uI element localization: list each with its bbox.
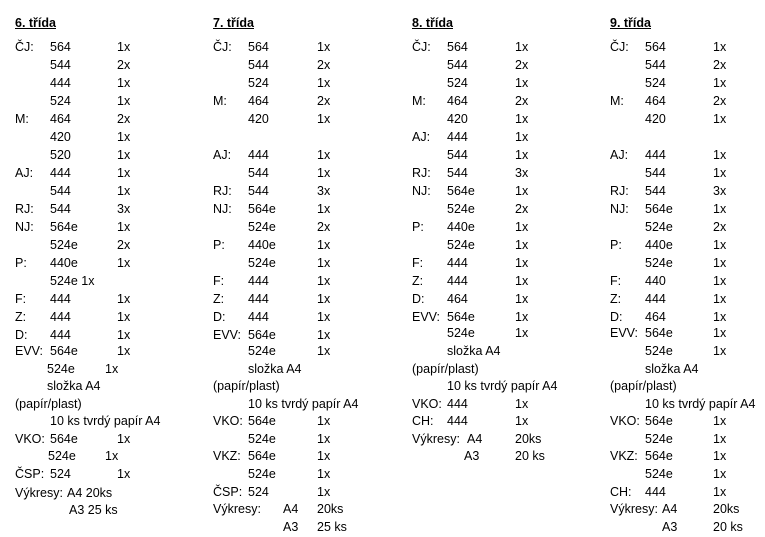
row-count: 1x — [117, 76, 131, 90]
row-count: 1x — [317, 344, 331, 358]
row-count: 3x — [515, 166, 529, 180]
row-value: 524e — [50, 238, 78, 252]
row-count: 1x — [117, 220, 131, 234]
row-label: M: — [15, 112, 29, 126]
row-label: P: — [412, 220, 424, 234]
row-count: 1x — [117, 148, 131, 162]
row-value: 444 — [447, 130, 468, 144]
row-count: 20 ks — [713, 520, 743, 534]
row-count: 20ks — [317, 502, 344, 516]
row-count: 2x — [713, 220, 727, 234]
row-value: 564e — [248, 449, 276, 463]
row-value: 564e — [447, 310, 475, 324]
row-label: RJ: — [610, 184, 629, 198]
row-value: 464 — [50, 112, 71, 126]
row-count: 1x — [117, 328, 131, 342]
row-value: 564e — [248, 414, 276, 428]
row-value: 444 — [50, 292, 71, 306]
row-value: 524 — [50, 467, 71, 481]
row-count: 1x — [713, 238, 727, 252]
row-value: 524 — [645, 76, 666, 90]
row-value: 10 ks tvrdý papír A4 — [645, 397, 756, 411]
row-label: VKO: — [213, 414, 243, 428]
row-count: 1x — [713, 414, 727, 428]
grade-title: 7. třída — [213, 16, 254, 30]
row-value: 440e — [447, 220, 475, 234]
row-value: 544 — [447, 58, 468, 72]
row-count: 1x — [317, 485, 331, 499]
row-value: 544 — [50, 58, 71, 72]
row-label: EVV: — [610, 326, 639, 340]
row-value: 464 — [447, 94, 468, 108]
row-value: 444 — [645, 292, 666, 306]
row-value: 564e — [447, 184, 475, 198]
row-value: 544 — [645, 166, 666, 180]
row-label: D: — [610, 310, 623, 324]
row-count: 1x — [317, 40, 331, 54]
row-value: 444 — [447, 414, 468, 428]
row-value: 440e — [645, 238, 673, 252]
row-value: 464 — [645, 310, 666, 324]
row-count: 1x — [117, 467, 131, 481]
row-count: 1x — [105, 449, 119, 463]
row-value: 444 — [248, 292, 269, 306]
row-label: ČSP: — [213, 485, 243, 499]
row-value: 524e — [645, 467, 673, 481]
row-count: 1x — [317, 238, 331, 252]
row-count: 2x — [117, 112, 131, 126]
row-value: 524e — [48, 449, 76, 463]
row-count: 1x — [117, 344, 131, 358]
row-value: A3 — [464, 449, 480, 463]
row-count: 1x — [713, 485, 727, 499]
row-count: 1x — [105, 362, 119, 376]
row-count: 1x — [515, 274, 529, 288]
row-count: 1x — [317, 310, 331, 324]
row-label: NJ: — [213, 202, 232, 216]
row-value: 564e — [248, 202, 276, 216]
row-value: 544 — [645, 58, 666, 72]
row-count: 1x — [317, 292, 331, 306]
row-count: 1x — [317, 76, 331, 90]
row-count: 1x — [713, 344, 727, 358]
row-label: EVV: — [15, 344, 44, 358]
row-label: NJ: — [412, 184, 431, 198]
row-value: 444 — [50, 76, 71, 90]
row-count: 1x — [713, 292, 727, 306]
row-value: 524e — [248, 220, 276, 234]
row-value: A3 25 ks — [69, 503, 118, 517]
row-value: 524e — [248, 432, 276, 446]
row-value: 524e — [248, 467, 276, 481]
row-label: VKO: — [15, 432, 45, 446]
row-count: 1x — [117, 130, 131, 144]
row-value: 444 — [50, 166, 71, 180]
row-value: A3 — [283, 520, 299, 534]
row-label: M: — [213, 94, 227, 108]
row-value: složka A4 — [47, 379, 101, 393]
row-value: 444 — [447, 256, 468, 270]
row-value: 420 — [50, 130, 71, 144]
row-value: 564 — [50, 40, 71, 54]
row-value: 464 — [645, 94, 666, 108]
row-label: CH: — [412, 414, 434, 428]
row-value: 524e — [645, 432, 673, 446]
row-count: 1x — [515, 256, 529, 270]
row-count: 2x — [515, 202, 529, 216]
row-value: 524e — [447, 238, 475, 252]
row-label: ČJ: — [15, 40, 34, 54]
row-label: F: — [610, 274, 622, 288]
row-count: 2x — [713, 58, 727, 72]
row-value: 420 — [447, 112, 468, 126]
row-count: 1x — [317, 112, 331, 126]
row-count: 1x — [317, 414, 331, 428]
row-value: 444 — [50, 328, 71, 342]
row-count: 20 ks — [515, 449, 545, 463]
row-value: A4 — [467, 432, 483, 446]
row-count: 1x — [117, 292, 131, 306]
row-value: A4 — [662, 502, 678, 516]
row-count: 1x — [515, 76, 529, 90]
row-label: AJ: — [213, 148, 232, 162]
row-count: 25 ks — [317, 520, 347, 534]
row-value: 544 — [248, 58, 269, 72]
row-value: 544 — [447, 166, 468, 180]
row-count: 1x — [515, 184, 529, 198]
row-label: Výkresy: — [610, 502, 658, 516]
row-value: 564 — [248, 40, 269, 54]
row-label: D: — [412, 292, 425, 306]
row-value: 524e — [47, 362, 75, 376]
row-count: 1x — [515, 397, 529, 411]
row-label: RJ: — [15, 202, 34, 216]
row-label: ČSP: — [15, 467, 45, 481]
row-count: 2x — [317, 58, 331, 72]
row-count: 1x — [515, 414, 529, 428]
row-label: D: — [15, 328, 28, 342]
row-label: Z: — [610, 292, 622, 306]
row-value: 524 — [447, 76, 468, 90]
row-count: 1x — [713, 467, 727, 481]
row-count: 1x — [713, 310, 727, 324]
column-grade-9 — [610, 0, 765, 537]
row-value: 544 — [645, 184, 666, 198]
row-label: AJ: — [15, 166, 34, 180]
row-label: AJ: — [610, 148, 629, 162]
row-value: 440e — [248, 238, 276, 252]
row-value: 444 — [248, 310, 269, 324]
row-label: AJ: — [412, 130, 431, 144]
row-label: ČJ: — [412, 40, 431, 54]
row-label: M: — [412, 94, 426, 108]
row-count: 1x — [713, 326, 727, 340]
row-label: NJ: — [15, 220, 34, 234]
row-label: RJ: — [213, 184, 232, 198]
row-value: 564e — [50, 432, 78, 446]
row-value: 464 — [447, 292, 468, 306]
row-label: Výkresy: — [15, 486, 63, 500]
row-label: NJ: — [610, 202, 629, 216]
row-value: 524 — [50, 94, 71, 108]
row-value: 524e — [645, 344, 673, 358]
row-count: 1x — [317, 274, 331, 288]
row-label: (papír/plast) — [412, 362, 479, 376]
row-label: P: — [213, 238, 225, 252]
row-count: 1x — [117, 94, 131, 108]
row-label: CH: — [610, 485, 632, 499]
row-label: VKO: — [412, 397, 442, 411]
row-count: 1x — [117, 184, 131, 198]
row-value: 564e — [645, 202, 673, 216]
row-label: (papír/plast) — [15, 397, 82, 411]
row-count: 1x — [515, 326, 529, 340]
column-grade-8 — [412, 0, 602, 537]
row-count: 1x — [713, 148, 727, 162]
row-count: 1x — [317, 256, 331, 270]
row-value: 544 — [248, 184, 269, 198]
row-count: 1x — [713, 449, 727, 463]
row-value: 464 — [248, 94, 269, 108]
row-value: 444 — [645, 485, 666, 499]
row-value: 564 — [447, 40, 468, 54]
row-count: 20ks — [713, 502, 740, 516]
row-value: 564e — [50, 344, 78, 358]
column-grade-7 — [213, 0, 403, 537]
row-count: 1x — [317, 202, 331, 216]
row-count: 1x — [317, 432, 331, 446]
row-count: 1x — [317, 166, 331, 180]
row-label: ČJ: — [213, 40, 232, 54]
row-count: 1x — [713, 112, 727, 126]
row-value: složka A4 — [248, 362, 302, 376]
row-value: 444 — [447, 274, 468, 288]
row-count: 1x — [515, 40, 529, 54]
row-label: M: — [610, 94, 624, 108]
row-label: Výkresy: — [412, 432, 460, 446]
row-value: 524 — [248, 485, 269, 499]
row-count: 1x — [713, 256, 727, 270]
row-count: 1x — [515, 130, 529, 144]
grade-title: 8. třída — [412, 16, 453, 30]
row-label: EVV: — [213, 328, 242, 342]
row-value: 524e 1x — [50, 274, 95, 288]
row-count: 1x — [117, 166, 131, 180]
row-label: ČJ: — [610, 40, 629, 54]
row-value: A4 20ks — [67, 486, 113, 500]
row-value: 544 — [50, 184, 71, 198]
row-value: 524e — [447, 202, 475, 216]
row-count: 3x — [117, 202, 131, 216]
row-count: 3x — [713, 184, 727, 198]
row-count: 1x — [117, 432, 131, 446]
row-label: (papír/plast) — [213, 379, 280, 393]
row-count: 1x — [117, 40, 131, 54]
row-value: 564e — [50, 220, 78, 234]
row-label: F: — [15, 292, 27, 306]
row-count: 1x — [515, 220, 529, 234]
row-count: 1x — [713, 166, 727, 180]
row-value: 564e — [645, 326, 673, 340]
row-value: 444 — [248, 148, 269, 162]
row-value: 444 — [645, 148, 666, 162]
row-value: 524e — [645, 220, 673, 234]
row-count: 2x — [713, 94, 727, 108]
column-grade-6 — [15, 0, 205, 537]
row-label: VKO: — [610, 414, 640, 428]
row-count: 1x — [713, 40, 727, 54]
row-value: 10 ks tvrdý papír A4 — [50, 414, 161, 428]
row-value: 544 — [50, 202, 71, 216]
row-count: 1x — [515, 310, 529, 324]
row-count: 2x — [515, 94, 529, 108]
row-value: 420 — [645, 112, 666, 126]
row-label: Výkresy: — [213, 502, 261, 516]
row-count: 2x — [515, 58, 529, 72]
row-label: (papír/plast) — [610, 379, 677, 393]
row-value: 524e — [248, 344, 276, 358]
row-value: 444 — [248, 274, 269, 288]
row-value: 440 — [645, 274, 666, 288]
row-count: 3x — [317, 184, 331, 198]
row-value: 564e — [645, 449, 673, 463]
row-count: 2x — [117, 238, 131, 252]
row-label: F: — [213, 274, 225, 288]
row-count: 2x — [317, 220, 331, 234]
row-count: 2x — [117, 58, 131, 72]
row-count: 20ks — [515, 432, 542, 446]
row-value: 524e — [447, 326, 475, 340]
row-value: A4 — [283, 502, 299, 516]
row-value: 444 — [447, 397, 468, 411]
row-value: 544 — [248, 166, 269, 180]
row-count: 1x — [117, 256, 131, 270]
row-count: 1x — [515, 238, 529, 252]
row-value: složka A4 — [447, 344, 501, 358]
row-value: A3 — [662, 520, 678, 534]
row-value: 440e — [50, 256, 78, 270]
row-value: 544 — [447, 148, 468, 162]
row-label: P: — [610, 238, 622, 252]
grade-title: 9. třída — [610, 16, 651, 30]
row-value: 564e — [645, 414, 673, 428]
row-value: 10 ks tvrdý papír A4 — [248, 397, 359, 411]
row-label: Z: — [15, 310, 27, 324]
row-value: 444 — [50, 310, 71, 324]
row-count: 1x — [317, 148, 331, 162]
row-count: 1x — [515, 148, 529, 162]
row-label: EVV: — [412, 310, 441, 324]
row-count: 1x — [317, 449, 331, 463]
row-count: 1x — [117, 310, 131, 324]
row-value: 10 ks tvrdý papír A4 — [447, 379, 558, 393]
row-value: 524e — [248, 256, 276, 270]
row-count: 1x — [515, 112, 529, 126]
row-count: 2x — [317, 94, 331, 108]
row-value: 420 — [248, 112, 269, 126]
row-value: složka A4 — [645, 362, 699, 376]
row-value: 520 — [50, 148, 71, 162]
row-label: F: — [412, 256, 424, 270]
row-count: 1x — [713, 274, 727, 288]
row-label: Z: — [412, 274, 424, 288]
row-count: 1x — [713, 202, 727, 216]
row-label: VKZ: — [610, 449, 638, 463]
row-count: 1x — [317, 467, 331, 481]
row-value: 564 — [645, 40, 666, 54]
row-value: 524 — [248, 76, 269, 90]
row-label: VKZ: — [213, 449, 241, 463]
grade-title: 6. třída — [15, 16, 56, 30]
row-count: 1x — [317, 328, 331, 342]
row-label: P: — [15, 256, 27, 270]
row-count: 1x — [713, 76, 727, 90]
row-label: RJ: — [412, 166, 431, 180]
row-label: Z: — [213, 292, 225, 306]
row-value: 564e — [248, 328, 276, 342]
row-count: 1x — [515, 292, 529, 306]
row-label: D: — [213, 310, 226, 324]
row-value: 524e — [645, 256, 673, 270]
row-count: 1x — [713, 432, 727, 446]
